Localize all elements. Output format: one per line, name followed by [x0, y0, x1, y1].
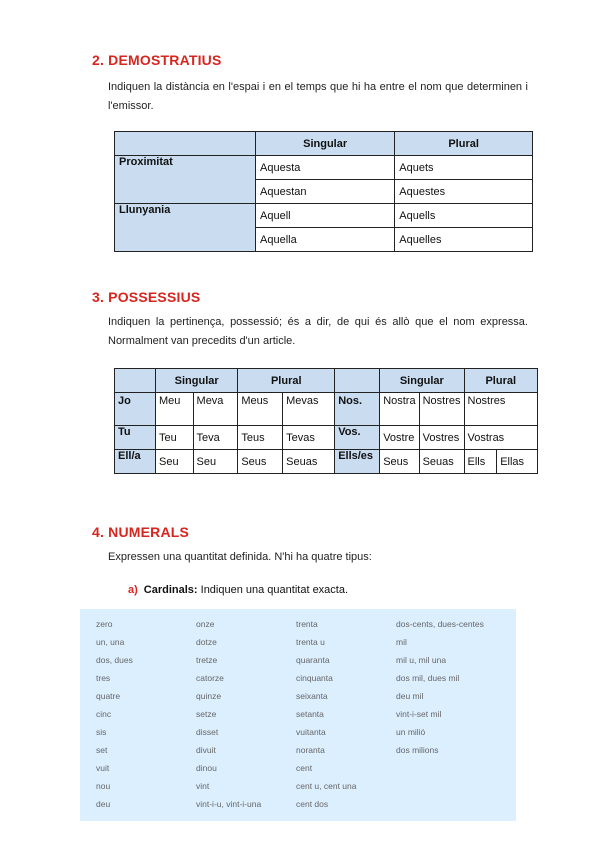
list-item: dos-cents, dues-centes	[396, 619, 484, 629]
list-item: nou	[96, 781, 111, 791]
list-item: deu	[96, 799, 111, 809]
heading-demostratius: 2. DEMOSTRATIUS	[92, 52, 222, 68]
list-item: onze	[196, 619, 215, 629]
cell: Ellas	[497, 450, 538, 474]
numerals-description: Expressen una quantitat definida. N'hi ha quatre tipus:	[108, 551, 372, 563]
list-item: setanta	[296, 709, 324, 719]
person-label: Tu	[115, 426, 156, 450]
cell-singular: Aquella	[256, 228, 395, 252]
person-label: Ells/es	[335, 450, 380, 474]
col-singular: Singular	[380, 369, 464, 393]
list-item: un milió	[396, 727, 426, 737]
table-row	[115, 156, 533, 180]
list-item: mil u, mil una	[396, 655, 447, 665]
table-row	[115, 204, 533, 228]
list-item: dos, dues	[96, 655, 133, 665]
demostratius-description: Indiquen la distància en l'espai i en el temps que hi ha entre el nom que determinen i l'emissor.	[108, 81, 528, 112]
possessius-description: Indiquen la pertinença, possessió; és a dir, de qui és allò que el nom expressa. Normalment van precedits d'un article.	[108, 316, 528, 347]
heading-possessius: 3. POSSESSIUS	[92, 289, 201, 305]
table-row	[115, 393, 538, 426]
cell: Nostres	[419, 393, 464, 426]
list-item: trenta u	[296, 637, 325, 647]
cell: Seus	[380, 450, 419, 474]
table-row	[115, 450, 538, 474]
cardinals-subheading	[128, 584, 348, 596]
cell-plural: Aquestes	[395, 180, 533, 204]
list-item: mil	[396, 637, 407, 647]
cell: Seuas	[419, 450, 464, 474]
cell: Ells	[464, 450, 497, 474]
list-item: set	[96, 745, 108, 755]
person-label: Jo	[115, 393, 156, 426]
list-item: quinze	[196, 691, 222, 701]
list-marker: a)	[128, 584, 138, 596]
row-label: Llunyania	[115, 204, 256, 252]
list-item: tretze	[196, 655, 218, 665]
list-item: noranta	[296, 745, 325, 755]
list-item: dotze	[196, 637, 217, 647]
list-item: tres	[96, 673, 111, 683]
col-plural: Plural	[464, 369, 538, 393]
list-item: quaranta	[296, 655, 330, 665]
demostratius-table	[114, 131, 533, 252]
list-item: seixanta	[296, 691, 328, 701]
corner-cell	[335, 369, 380, 393]
list-item: divuit	[196, 745, 216, 755]
list-item: vint-i-set mil	[396, 709, 442, 719]
list-item: vuitanta	[296, 727, 326, 737]
list-item: cinc	[96, 709, 112, 719]
corner-cell	[115, 132, 256, 156]
list-item: dinou	[196, 763, 217, 773]
list-item: vint	[196, 781, 210, 791]
cell: Vostras	[464, 426, 538, 450]
list-item: sis	[96, 727, 107, 737]
list-item: cent dos	[296, 799, 329, 809]
col-singular: Singular	[156, 369, 238, 393]
cell: Vostre	[380, 426, 419, 450]
cell-singular: Aquell	[256, 204, 395, 228]
cell: Nostra	[380, 393, 419, 426]
list-item: setze	[196, 709, 217, 719]
list-item: zero	[96, 619, 113, 629]
cell: Teva	[193, 426, 238, 450]
cell: Mevas	[283, 393, 335, 426]
person-label: Vos.	[335, 426, 380, 450]
cell: Teus	[238, 426, 283, 450]
row-label: Proximitat	[115, 156, 256, 204]
cell: Seuas	[283, 450, 335, 474]
table-row	[115, 426, 538, 450]
list-item: catorze	[196, 673, 224, 683]
heading-numerals: 4. NUMERALS	[92, 524, 190, 540]
list-item: trenta	[296, 619, 318, 629]
cell: Teu	[156, 426, 194, 450]
cell-singular: Aquestan	[256, 180, 395, 204]
col-plural: Plural	[395, 132, 533, 156]
cardinals-box	[80, 609, 516, 821]
cell-singular: Aquesta	[256, 156, 395, 180]
cell: Meu	[156, 393, 194, 426]
col-plural: Plural	[238, 369, 335, 393]
list-item: un, una	[96, 637, 125, 647]
col-singular: Singular	[256, 132, 395, 156]
cardinals-text: Indiquen una quantitat exacta.	[197, 584, 349, 596]
corner-cell	[115, 369, 156, 393]
list-item: dos mil, dues mil	[396, 673, 460, 683]
list-item: quatre	[96, 691, 121, 701]
list-item: disset	[196, 727, 219, 737]
list-item: deu mil	[396, 691, 424, 701]
cell-plural: Aquets	[395, 156, 533, 180]
cell-plural: Aquells	[395, 204, 533, 228]
cell: Tevas	[283, 426, 335, 450]
cell: Seu	[156, 450, 194, 474]
list-item: cent	[296, 763, 313, 773]
list-item: cinquanta	[296, 673, 333, 683]
cell: Nostres	[464, 393, 538, 426]
list-item: vuit	[96, 763, 110, 773]
cell: Seus	[238, 450, 283, 474]
possessius-table	[114, 368, 538, 474]
cell-plural: Aquelles	[395, 228, 533, 252]
cell: Vostres	[419, 426, 464, 450]
person-label: Nos.	[335, 393, 380, 426]
person-label: Ell/a	[115, 450, 156, 474]
cell: Meus	[238, 393, 283, 426]
cardinals-title: Cardinals:	[143, 584, 198, 596]
cell: Meva	[193, 393, 238, 426]
cell: Seu	[193, 450, 238, 474]
list-item: dos milions	[396, 745, 439, 755]
list-item: cent u, cent una	[296, 781, 357, 791]
list-item: vint-i-u, vint-i-una	[196, 799, 262, 809]
